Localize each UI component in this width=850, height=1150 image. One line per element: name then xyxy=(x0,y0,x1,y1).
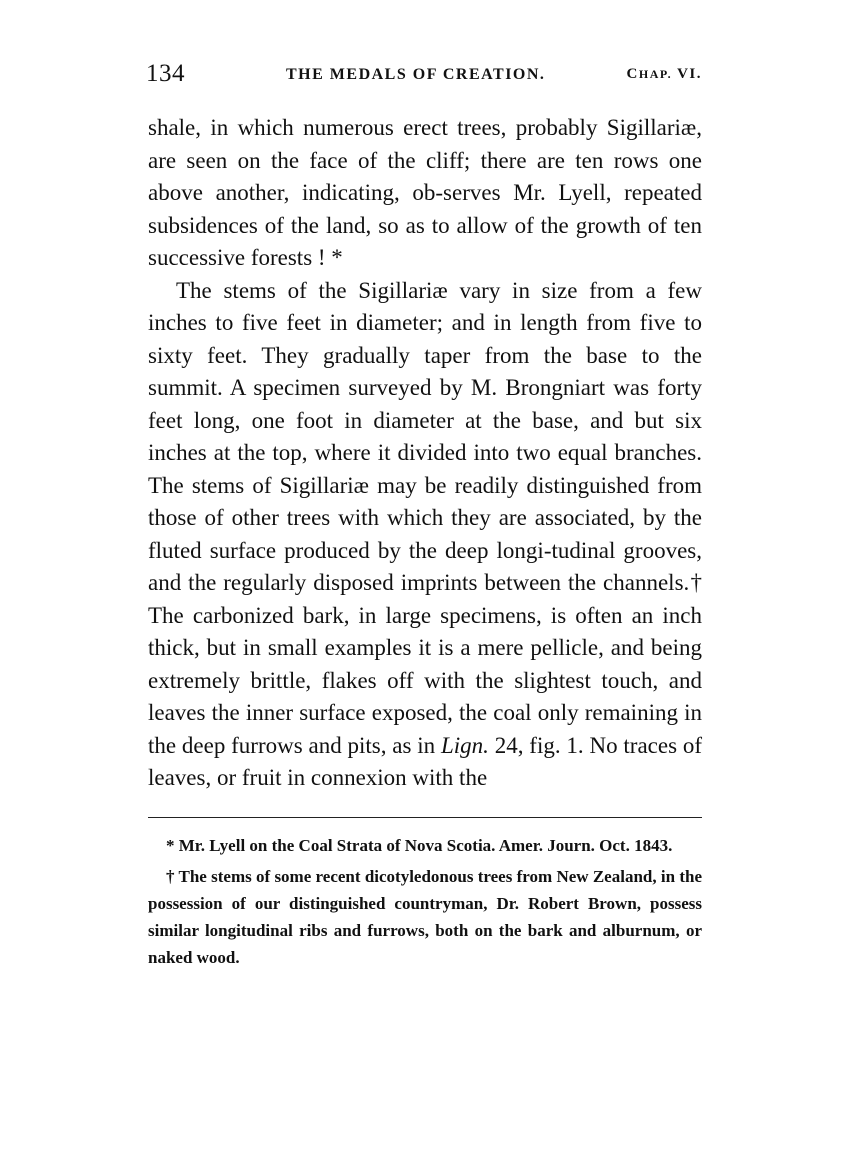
footnote-1: * Mr. Lyell on the Coal Strata of Nova Scotia. Amer. Journ. Oct. 1843. xyxy=(166,835,673,855)
paragraph-2-part-b: 24, fig. 1. No traces of leaves, or fruit in connexion with the xyxy=(148,732,702,790)
chapter-small-caps: HAP. xyxy=(638,67,673,81)
running-title: THE MEDALS OF CREATION. xyxy=(286,66,546,83)
main-text xyxy=(148,112,702,795)
paragraph-2 xyxy=(148,275,702,795)
footnote-2: † The stems of some recent dicotyledonous trees from New Zealand, in the possession of our distinguished countryman, Dr. Robert Brown, possess similar longitudinal ribs and furrows, both on the bark and alburnum, or naked wood. xyxy=(148,866,702,967)
footnote-divider xyxy=(148,817,702,818)
chapter-prefix: C xyxy=(626,66,639,82)
paragraph-2-part-a: The stems of the Sigillariæ vary in size from a few inches to five feet in diameter; and in length from five to sixty feet. They gradually taper from the base to the summit. A specimen surveyed by M. Brongniart was forty feet long, one foot in diameter at the base, and but six inches at the top, where it divided into two equal branches. The stems of Sigillariæ may be readily distinguished from those of other trees with which they are associated, by the fluted surface produced by the deep longi-tudinal grooves, and the regularly disposed imprints between the channels.† The carbonized bark, in large specimens, is often an inch thick, but in small examples it is a mere pellicle, and being extremely brittle, flakes off with the slightest touch, and leaves the inner surface exposed, the coal only remaining in the deep furrows and pits, as in xyxy=(148,277,702,758)
figure-reference: Lign. xyxy=(440,732,489,758)
chapter-label xyxy=(627,66,702,83)
footnotes xyxy=(148,832,702,971)
page-header xyxy=(148,60,702,94)
page-number: 134 xyxy=(146,60,185,87)
book-page xyxy=(148,60,702,975)
chapter-number: VI. xyxy=(672,66,702,82)
paragraph-1: shale, in which numerous erect trees, probably Sigillariæ, are seen on the face of the cliff; there are ten rows one above another, indicating, ob-serves Mr. Lyell, repeated subsidences of the land, so as to allow of the growth of ten successive forests ! * xyxy=(148,115,702,270)
